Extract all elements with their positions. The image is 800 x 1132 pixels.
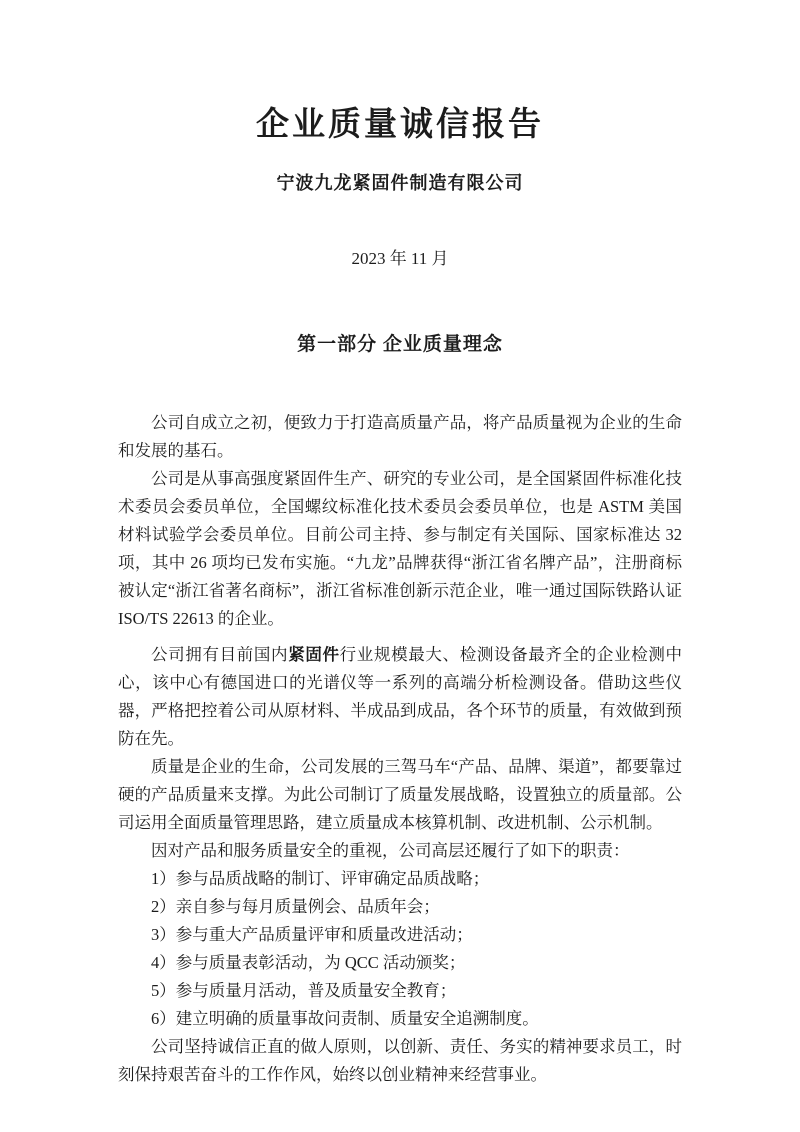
duty-item: 5）参与质量月活动，普及质量安全教育；	[151, 980, 457, 1000]
testing-center-bold-term: 紧固件	[288, 644, 340, 664]
testing-center-text-prefix: 公司拥有目前国内	[151, 644, 289, 664]
section-heading: 第一部分 企业质量理念	[297, 333, 503, 355]
duty-item: 2）亲自参与每月质量例会、品质年会；	[151, 896, 440, 916]
closing-paragraph: 公司坚持诚信正直的做人原则，以创新、责任、务实的精神要求员工，时刻保持艰苦奋斗的工作作风，始终以创业精神来经营事业。	[118, 1036, 682, 1084]
company-name: 宁波九龙紧固件制造有限公司	[276, 172, 524, 193]
intro-paragraph: 公司自成立之初，便致力于打造高质量产品，将产品质量视为企业的生命和发展的基石。	[118, 412, 682, 460]
document-date: 2023 年 11 月	[351, 248, 449, 268]
testing-center-text-suffix: 行业规模最大、检测设备最齐全的企业检测中心，该中心有德国进口的光谱仪等一系列的高端分析检测设备。借助这些仪器，严格把控着公司从原材料、半成品到成品，各个环节的质量，有效做到预防在先。	[118, 644, 683, 748]
duty-item: 6）建立明确的质量事故问责制、质量安全追溯制度。	[151, 1008, 539, 1028]
duty-item: 4）参与质量表彰活动，为 QCC 活动颁奖；	[151, 952, 466, 972]
company-profile-paragraph: 公司是从事高强度紧固件生产、研究的专业公司，是全国紧固件标准化技术委员会委员单位，全国螺纹标准化技术委员会委员单位，也是 ASTM 美国材料试验学会委员单位。目前公司主持、参与制定有关国际、国家标准达 32 项，其中 26 项均已发布实施。“九龙”品牌获得“浙江省名牌产品”，注册商标被认定“浙江省著名商标”，浙江省标准创新示范企业，唯一通过国际铁路认证 ISO/TS 22613 的企业。	[118, 468, 682, 628]
document-body	[118, 409, 682, 1089]
duty-item: 3）参与重大产品质量评审和质量改进活动；	[151, 924, 473, 944]
quality-strategy-paragraph: 质量是企业的生命，公司发展的三驾马车“产品、品牌、渠道”，都要靠过硬的产品质量来支撑。为此公司制订了质量发展战略，设置独立的质量部。公司运用全面质量管理思路，建立质量成本核算机制、改进机制、公示机制。	[118, 756, 682, 832]
duties-intro-paragraph: 因对产品和服务质量安全的重视，公司高层还履行了如下的职责：	[151, 840, 630, 860]
document-title: 企业质量诚信报告	[256, 107, 544, 143]
duty-item: 1）参与品质战略的制订、评审确定品质战略；	[151, 868, 490, 888]
testing-center-paragraph	[118, 641, 682, 753]
